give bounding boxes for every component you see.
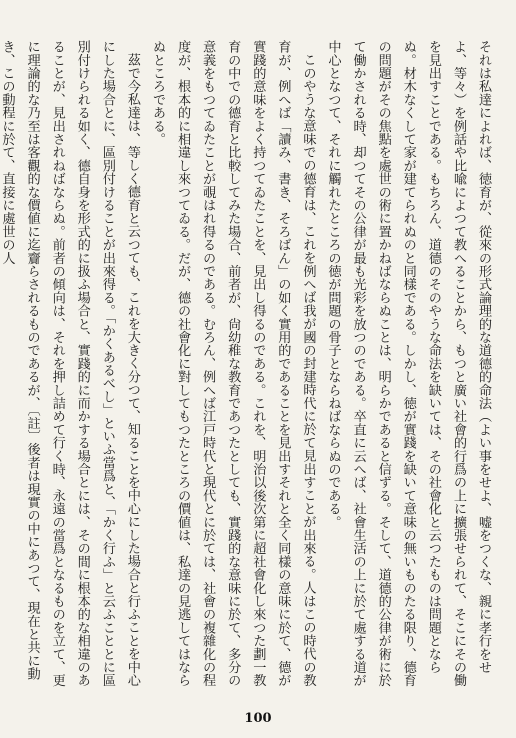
paragraph-2: このやうな意味での德育は、これを例へば我が國の封建時代に於て見出すことが出來る。人はこの時代の教育が、例へば「讀み、書き、そろばん」の如く實用的であることを見出すそれと全く同樣の意味に於て、德が實踐的意味をよく持つてゐたことを、見出し得るのである。これを、明治以後次第に超社會化し來つた劃一教育の中での德育と比較してみた場合、前者が、尙幼稚な教育であつたとしても、實踐的な意味に於て、多分の意義をもつてゐたことが覗はれ得るのである。むろん、例へば江戸時代と現代とに於ては、社會の複雜化の程度が、根本的に相違し來つてゐる。だが、德の社會化に對してもつたところの價値は、私達の見逃してはならぬところである。 [149,40,316,687]
page-number: 100 [244,711,272,726]
paragraph-1: それは私達によれば、徳育が、從來の形式論理的な道德的命法（よい事をせよ、嘘をつくな、親に孝行をせよ、等々）を例話や比喩によつて教へることから、もつと廣い社會的行爲の上に擴張せられて、そこにその働を見出すことである。もちろん、道德のそのやうな命法を缺いては、その社會化と云つたものは問題とならぬ。材木なくして家が建てられぬのと同樣である。しかし、徳が實踐を缺いて意味の無いものたる限り、德育の問題がその焦點を處世の術に置かねばならぬことは、明らかであると信ずる。そして、道德的公律が術に於て働かされる時、却つてその公律が最も光彩を放つのである。卒直に云へば、社會生活の上に於て處する道が中心となつて、それに觸れたところの徳が問題の骨子とならねばならぬのである。 [325,40,491,687]
vertical-body-text [0,40,496,690]
paragraph-3: 茲で今私達は、等しく德育と云つても、これを大きく分つて、知ることを中心にした場合と行ふことを中心にした場合とに、區別付けることが出來得る。「かくあるべし」といふ當爲と、「かく行ふ」と云ふこととに區別付けられる如く、德自身を形式的に扱ふ場合と、實踐的に而かする場合とには、その間に根本的な相違のあることが、見出されねばならぬ。前者の傾向は、それを押し詰めて行く時、永遠の當爲となるものを立て、更に理論的な乃至は客觀的な價値に迄齎らされるものであるが、〔註〕後者は現實の中にあつて、現在と共に動き、この動程に於て、直接に處世の人 [0,40,140,687]
